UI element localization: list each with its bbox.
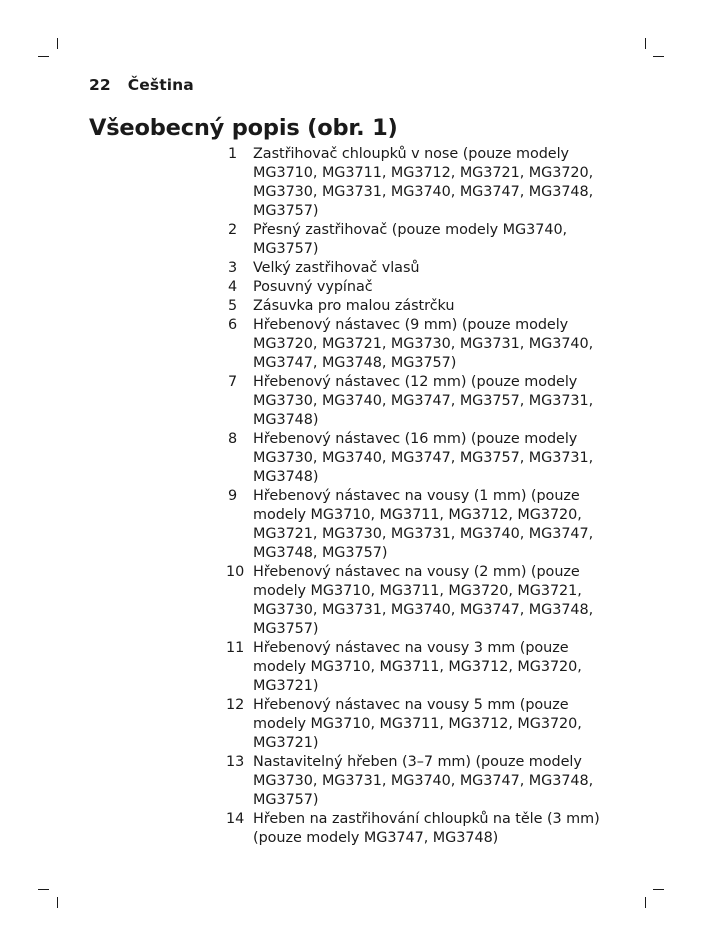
item-number: 8: [228, 431, 238, 447]
item-text: Zastřihovač chloupků v nose (pouze modely MG3710, MG3711, MG3712, MG3721, MG3720, MG3730, MG3731, MG3740, MG3747, MG3748, MG3757): [253, 146, 594, 219]
item-number: 7: [228, 374, 238, 390]
crop-mark: [57, 897, 58, 908]
list-item: [226, 563, 626, 639]
item-text: Zásuvka pro malou zástrčku: [253, 298, 455, 314]
section-title: Všeobecný popis (obr. 1): [89, 115, 398, 141]
item-text: Hřebenový nástavec (9 mm) (pouze modely MG3720, MG3721, MG3730, MG3731, MG3740, MG3747, MG3748, MG3757): [253, 317, 594, 371]
item-text: Posuvný vypínač: [253, 279, 373, 295]
item-number: 14: [226, 811, 245, 827]
crop-mark: [38, 889, 49, 890]
item-number: 12: [226, 697, 245, 713]
item-text: Hřebenový nástavec na vousy 5 mm (pouze modely MG3710, MG3711, MG3712, MG3720, MG3721): [253, 697, 582, 751]
item-number: 2: [228, 222, 238, 238]
item-text: Velký zastřihovač vlasů: [253, 260, 420, 276]
item-text: Hřebenový nástavec na vousy (2 mm) (pouze modely MG3710, MG3711, MG3720, MG3721, MG3730, MG3731, MG3740, MG3747, MG3748, MG3757): [253, 564, 594, 637]
page-number: 22: [89, 76, 111, 94]
item-text: Nastavitelný hřeben (3–7 mm) (pouze modely MG3730, MG3731, MG3740, MG3747, MG3748, MG3757): [253, 754, 594, 808]
list-item: [226, 316, 626, 373]
language-label: Čeština: [127, 76, 194, 94]
list-item: [226, 487, 626, 563]
item-number: 9: [228, 488, 238, 504]
crop-mark: [57, 38, 58, 49]
list-item: [226, 810, 626, 848]
list-item: [226, 753, 626, 810]
item-text: Hřebenový nástavec na vousy 3 mm (pouze modely MG3710, MG3711, MG3712, MG3720, MG3721): [253, 640, 582, 694]
crop-mark: [38, 56, 49, 57]
list-item: [226, 297, 626, 316]
list-item: [226, 696, 626, 753]
item-number: 6: [228, 317, 238, 333]
item-text: Hřebenový nástavec (12 mm) (pouze modely MG3730, MG3740, MG3747, MG3757, MG3731, MG3748): [253, 374, 594, 428]
item-text: Hřebenový nástavec (16 mm) (pouze modely MG3730, MG3740, MG3747, MG3757, MG3731, MG3748): [253, 431, 594, 485]
list-item: [226, 278, 626, 297]
crop-mark: [653, 889, 664, 890]
item-number: 4: [228, 279, 238, 295]
crop-mark: [645, 897, 646, 908]
crop-mark: [653, 56, 664, 57]
list-item: [226, 373, 626, 430]
list-item: [226, 221, 626, 259]
item-number: 13: [226, 754, 245, 770]
item-number: 11: [226, 640, 245, 656]
item-text: Hřeben na zastřihování chloupků na těle (3 mm) (pouze modely MG3747, MG3748): [253, 811, 600, 846]
item-number: 10: [226, 564, 245, 580]
item-number: 1: [228, 146, 238, 162]
item-text: Přesný zastřihovač (pouze modely MG3740, MG3757): [253, 222, 568, 257]
list-item: [226, 639, 626, 696]
list-item: [226, 145, 626, 221]
item-text: Hřebenový nástavec na vousy (1 mm) (pouze modely MG3710, MG3711, MG3712, MG3720, MG3721, MG3730, MG3731, MG3740, MG3747, MG3748, MG3757): [253, 488, 594, 561]
item-number: 5: [228, 298, 238, 314]
list-item: [226, 430, 626, 487]
running-header: [89, 76, 194, 94]
list-item: [226, 259, 626, 278]
item-number: 3: [228, 260, 238, 276]
parts-list: [226, 145, 626, 848]
crop-mark: [645, 38, 646, 49]
